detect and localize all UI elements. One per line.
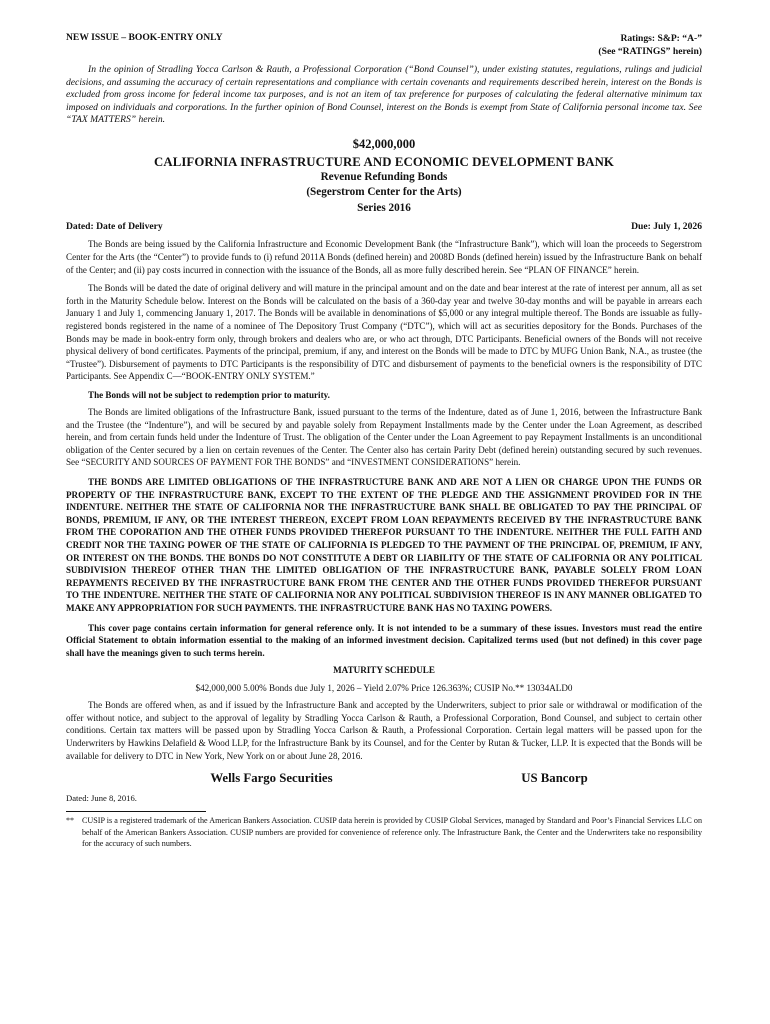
paragraph-purpose: The Bonds are being issued by the California Infrastructure and Economic Development Bank (the “Infrastructure Bank”), which will loan the proceeds to Segerstrom Center for the Arts (the “Center”) to provide funds to (i) refund 2011A Bonds (defined herein) and 2008D Bonds (defined herein) issued by the Infrastructure Bank on behalf of the Center; and (ii) pay costs incurred in connection with the issuance of the Bonds, all as more fully described herein. See “PLAN OF FINANCE” herein. — [66, 239, 702, 275]
footnote-divider — [66, 811, 206, 812]
underwriters-row — [66, 771, 702, 786]
paragraph-offering: The Bonds are offered when, as and if issued by the Infrastructure Bank and accepted by the Underwriters, subject to prior sale or withdrawal or modification of the offer without notice, and subject to the approval of legality by Stradling Yocca Carlson & Rauth, a Professional Corporation, Bond Counsel, and subject to certain other conditions. Certain tax matters will be passed upon by Stradling Yocca Carlson & Rauth, a Professional Corporation. Certain legal matters will be passed upon for the Underwriters by Hawkins Delafield & Wood LLP, for the Infrastructure Bank by its Counsel, and for the Center by Rutan & Tucker, LLP. It is expected that the Bonds will be available for delivery to DTC in New York, New York on or about June 28, 2016. — [66, 700, 702, 761]
paragraph-redemption: The Bonds will not be subject to redemption prior to maturity. — [88, 390, 330, 400]
issue-type: NEW ISSUE – BOOK-ENTRY ONLY — [66, 32, 223, 43]
bond-series: Series 2016 — [357, 201, 411, 214]
ratings-block — [598, 32, 702, 58]
paragraph-security: The Bonds are limited obligations of the Infrastructure Bank, issued pursuant to the terms of the Indenture, dated as of June 1, 2016, between the Infrastructure Bank and the Trustee (the “Indenture”), and will be secured by and payable solely from Repayment Installments made by the Center under the Loan Agreement, as described herein, and from certain funds held under the Indenture of Trust. The obligation of the Center under the Loan Agreement to pay Repayment Installments is an unconditional obligation of the Center secured by a lien on certain revenues of the Center. The Center also has certain Parity Debt (defined herein) outstanding secured by such revenues. See “SECURITY AND SOURCES OF PAYMENT FOR THE BONDS” and “INVESTMENT CONSIDERATIONS” herein. — [66, 407, 702, 468]
footnote-text: CUSIP is a registered trademark of the American Bankers Association. CUSIP data herein is provided by CUSIP Global Services, managed by Standard and Poor’s Financial Services LLC on behalf of the American Bankers Association. CUSIP numbers are provided for convenience of reference only. The Infrastructure Bank, the Center and the Underwriters take no responsibility for the accuracy of such numbers. — [82, 816, 702, 849]
underwriter-right: US Bancorp — [521, 771, 588, 786]
dated-date: Dated: Date of Delivery — [66, 221, 163, 233]
due-date: Due: July 1, 2026 — [631, 221, 702, 233]
document-page — [66, 32, 702, 849]
paragraph-terms: The Bonds will be dated the date of original delivery and will mature in the principal amount and on the date and bear interest at the rate of interest per annum, all as set forth in the Maturity Schedule below. Interest on the Bonds will be calculated on the basis of a 360-day year and twelve 30-day months and will be payable in arrears each January 1 and July 1, commencing January 1, 2017. The Bonds will be available in denominations of $5,000 or any integral multiple thereof. The Bonds are issuable as fully-registered bonds registered in the name of a nominee of The Depository Trust Company (“DTC”), which will act as securities depository for the Bonds. Purchases of the Bonds may be made in book-entry form only, through brokers and dealers who are, or who act through, DTC Participants. Beneficial owners of the Bonds will not receive physical delivery of bond certificates. Payments of the principal, premium, if any, and interest on the Bonds will be made to DTC by MUFG Union Bank, N.A., as trustee (the “Trustee”). Disbursement of payments to DTC Participants is the responsibility of DTC and disbursement of payments to the beneficial owners is the responsibility of DTC Participants. See Appendix C—“BOOK-ENTRY ONLY SYSTEM.” — [66, 283, 702, 382]
bond-project: (Segerstrom Center for the Arts) — [306, 186, 462, 199]
maturity-schedule-title: MATURITY SCHEDULE — [333, 665, 435, 676]
footnote — [66, 815, 702, 849]
header-row — [66, 32, 702, 58]
ratings: Ratings: S&P: “A-” — [620, 33, 702, 44]
dated-line: Dated: June 8, 2016. — [66, 793, 137, 804]
underwriter-left: Wells Fargo Securities — [210, 771, 333, 786]
offering-amount: $42,000,000 — [352, 136, 416, 151]
footnote-mark: ** — [66, 816, 75, 826]
dates-row — [66, 221, 702, 232]
paragraph-limited-obligations: THE BONDS ARE LIMITED OBLIGATIONS OF THE INFRASTRUCTURE BANK AND ARE NOT A LIEN OR CHARGE UPON THE FUNDS OR PROPERTY OF THE INFRASTRUCTURE BANK, EXCEPT TO THE EXTENT OF THE PLEDGE AND THE ASSIGNMENT PROVIDED FOR IN THE INDENTURE. NEITHER THE STATE OF CALIFORNIA NOR THE INFRASTRUCTURE BANK SHALL BE OBLIGATED TO PAY THE PRINCIPAL OF BONDS, PREMIUM, IF ANY, OR THE INTEREST THEREON, EXCEPT FROM LOAN REPAYMENTS RECEIVED BY THE INFRASTRUCTURE BANK FROM THE COPORATION AND THE OTHER FUNDS PROVIDED THEREFOR PURSUANT TO THE INDENTURE. NEITHER THE FULL FAITH AND CREDIT NOR THE TAXING POWER OF THE STATE OF CALIFORNIA IS PLEDGED TO THE PAYMENT OF THE PRINCIPAL OF, PREMIUM, IF ANY, OR INTEREST ON THE BONDS. THE BONDS DO NOT CONSTITUTE A DEBT OR LIABILITY OF THE STATE OF CALIFORNIA OR ANY POLITICAL SUBDIVISION THEREOF OTHER THAN THE LIMITED OBLIGATION OF THE INFRASTRUCTURE BANK, PAYABLE SOLELY FROM LOAN REPAYMENTS RECEIVED BY THE INFRASTRUCTURE BANK FROM THE CENTER AND THE OTHER FUNDS PROVIDED THEREFOR PURSUANT TO THE INDENTURE. NEITHER THE STATE OF CALIFORNIA NOR ANY POLITICAL SUBDIVISION THEREOF IS IN ANY MANNER OBLIGATED TO MAKE ANY APPROPRIATION FOR SUCH PAYMENTS. THE INFRASTRUCTURE BANK HAS NO TAXING POWERS. — [66, 476, 702, 613]
issuer-name: CALIFORNIA INFRASTRUCTURE AND ECONOMIC DEVELOPMENT BANK — [154, 154, 614, 169]
maturity-schedule-line: $42,000,000 5.00% Bonds due July 1, 2026 – Yield 2.07% Price 126.363%; CUSIP No.** 13034ALD0 — [195, 683, 573, 694]
ratings-reference: (See “RATINGS” herein) — [598, 46, 702, 57]
bond-title: Revenue Refunding Bonds — [320, 170, 448, 183]
bond-counsel-opinion: In the opinion of Stradling Yocca Carlson & Rauth, a Professional Corporation (“Bond Counsel”), under existing statutes, regulations, rulings and judicial decisions, and assuming the accuracy of certain representations and compliance with certain covenants and requirements described herein, interest on the Bonds is excluded from gross income for federal income tax purposes, and is not an item of tax preference for purposes of calculating the federal alternative minimum tax imposed on individuals and corporations. In the further opinion of Bond Counsel, interest on the Bonds is exempt from State of California personal income tax. See “TAX MATTERS” herein. — [66, 64, 702, 126]
paragraph-cover-notice: This cover page contains certain information for general reference only. It is not intended to be a summary of these issues. Investors must read the entire Official Statement to obtain information essential to the making of an informed investment decision. Capitalized terms used (but not defined) in this cover page shall have the meanings given to such terms herein. — [66, 622, 702, 658]
